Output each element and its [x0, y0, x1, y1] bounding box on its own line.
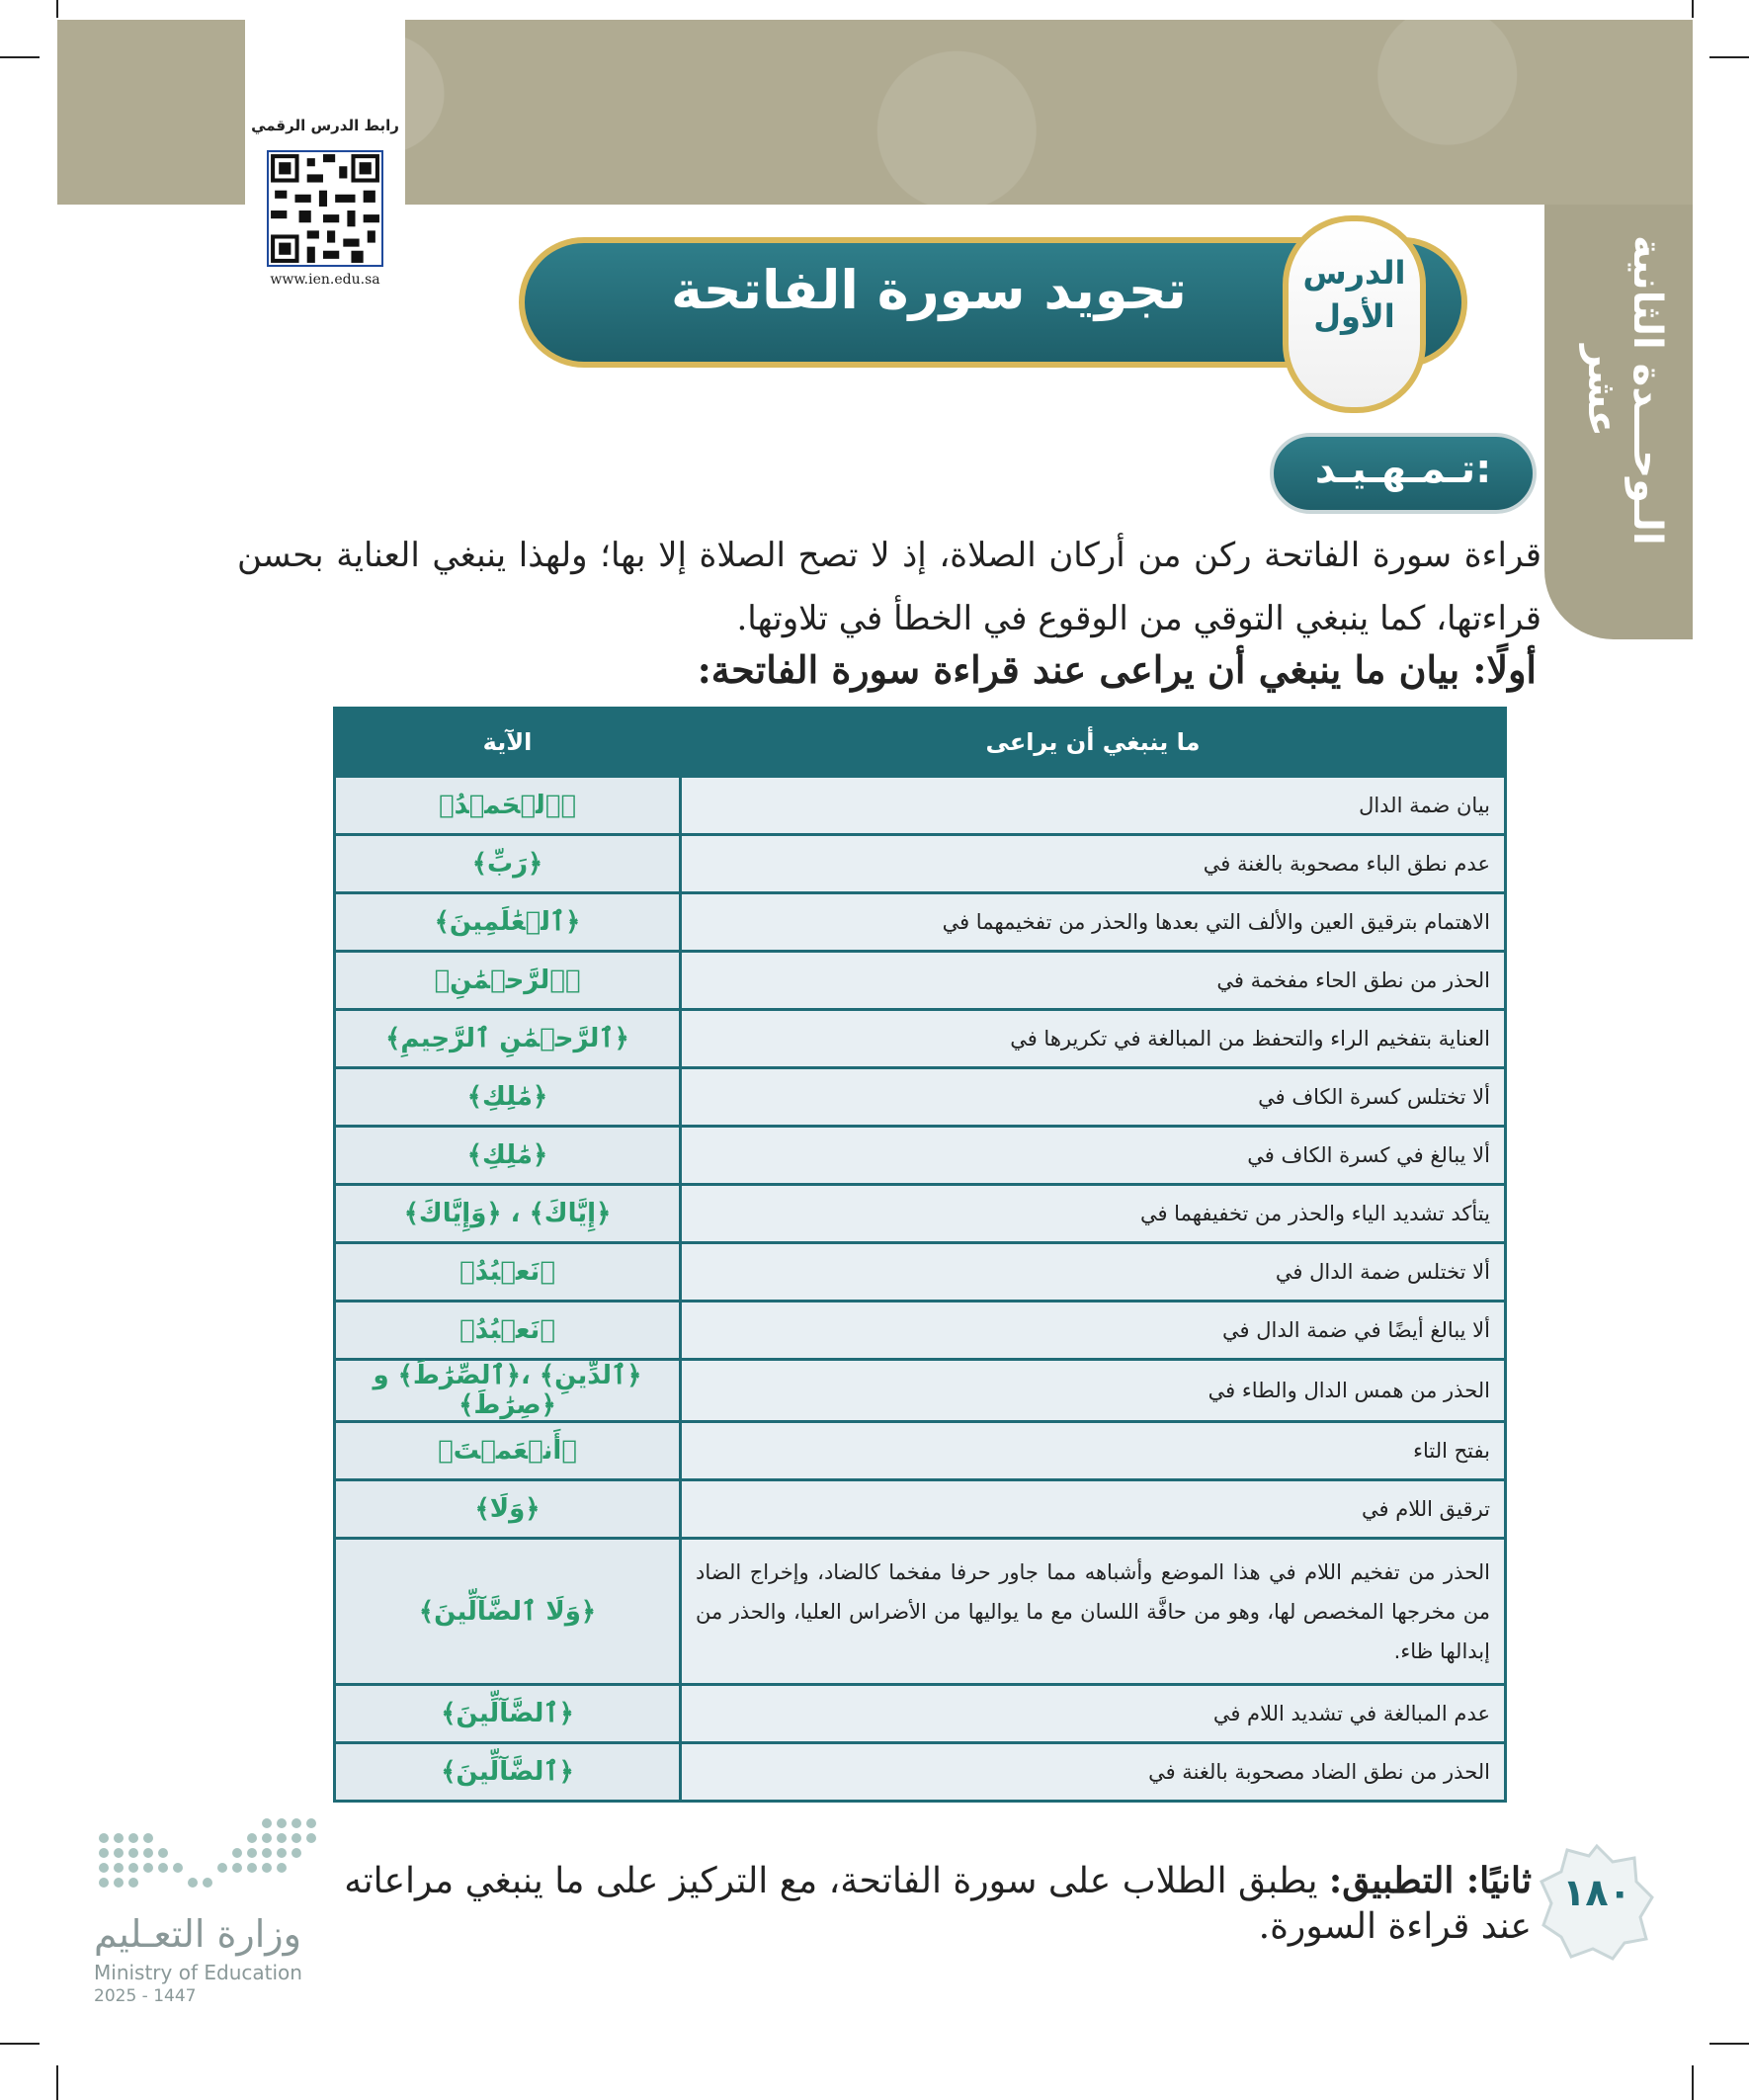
ministry-year: 2025 - 1447: [94, 1986, 197, 2006]
intro-heading: تـمـهـيـد:: [1314, 447, 1492, 492]
intro-heading-pill: [1270, 433, 1537, 514]
verse-cell: ﴿رَبِّ﴾: [335, 835, 681, 893]
rule-cell: ترقيق اللام في: [681, 1480, 1506, 1539]
verse-cell: ﴿ٱلدِّينِ﴾ ،﴿ٱلصِّرَٰطَ﴾ و ﴿صِرَٰطَ﴾: [335, 1360, 681, 1422]
crop-mark: [1709, 56, 1749, 58]
rule-cell: الحذر من تفخيم اللام في هذا الموضع وأشباهه مما جاور حرفا مفخما كالضاد، وإخراج الضاد من مخرجها المخصص لها، وهو من حافَّة اللسان مع ما يواليها من الأضراس العليا، والحذر من إبدالها ظاء.: [681, 1539, 1506, 1685]
verse-cell: ﴿ٱلۡعَٰلَمِينَ﴾: [335, 893, 681, 952]
verse-cell: ﴿أَنۡعَمۡتَ﴾: [335, 1422, 681, 1480]
lesson-badge-line2: الأول: [1313, 297, 1395, 335]
verse-cell: ﴿ٱلضَّآلِّينَ﴾: [335, 1685, 681, 1743]
rules-table-body: [335, 777, 1506, 1802]
rule-cell: بيان ضمة الدال: [681, 777, 1506, 835]
crop-mark: [0, 56, 40, 58]
verse-cell: ﴿نَعۡبُدُ﴾: [335, 1243, 681, 1302]
unit-label: الـوحـــدة الثانية عشر: [1579, 235, 1670, 546]
verse-cell: ﴿نَعۡبُدُ﴾: [335, 1302, 681, 1360]
table-row: [335, 1480, 1506, 1539]
verse-cell: ﴿مَٰلِكِ﴾: [335, 1127, 681, 1185]
qr-panel: [245, 20, 405, 294]
section-two-text: يطبق الطلاب على سورة الفاتحة، مع التركيز على ما ينبغي مراعاته عند قراءة السورة.: [344, 1861, 1532, 1947]
rule-cell: يتأكد تشديد الياء والحذر من تخفيفهما في: [681, 1185, 1506, 1243]
verse-cell: ﴿إِيَّاكَ﴾ ، ﴿وَإِيَّاكَ﴾: [335, 1185, 681, 1243]
intro-paragraph: قراءة سورة الفاتحة ركن من أركان الصلاة، إذ لا تصح الصلاة إلا بها؛ ولهذا ينبغي العناية بحسن قراءتها، كما ينبغي التوقي من الوقوع في الخطأ في تلاوتها.: [237, 536, 1541, 638]
table-row: [335, 1068, 1506, 1127]
table-header-verse: الآية: [335, 709, 681, 777]
crop-mark: [56, 2065, 58, 2100]
rule-cell: عدم المبالغة في تشديد اللام في: [681, 1685, 1506, 1743]
qr-code-icon[interactable]: [267, 150, 383, 267]
qr-url[interactable]: www.ien.edu.sa: [270, 272, 380, 288]
qr-label: رابط الدرس الرقمي: [251, 117, 399, 134]
lesson-badge-text: [1289, 251, 1420, 338]
rule-cell: ألا يبالغ أيضًا في ضمة الدال في: [681, 1302, 1506, 1360]
verse-cell: ﴿ٱلرَّحۡمَٰنِ﴾: [335, 952, 681, 1010]
table-row: [335, 1302, 1506, 1360]
rule-cell: ألا تختلس كسرة الكاف في: [681, 1068, 1506, 1127]
rule-cell: الحذر من نطق الحاء مفخمة في: [681, 952, 1506, 1010]
rule-cell: ألا يبالغ في كسرة الكاف في: [681, 1127, 1506, 1185]
table-row: [335, 1127, 1506, 1185]
rule-cell: الحذر من همس الدال والطاء في: [681, 1360, 1506, 1422]
rule-cell: الحذر من نطق الضاد مصحوبة بالغنة في: [681, 1743, 1506, 1802]
verse-cell: ﴿وَلَا﴾: [335, 1480, 681, 1539]
page-number: ١٨٠: [1562, 1871, 1631, 1914]
table-row: [335, 1010, 1506, 1068]
lesson-badge: [1283, 215, 1426, 413]
verse-cell: ﴿مَٰلِكِ﴾: [335, 1068, 681, 1127]
crop-mark: [1692, 0, 1694, 18]
table-row: [335, 835, 1506, 893]
table-row: [335, 1360, 1506, 1422]
ministry-name-arabic: وزارة التعـليم: [94, 1912, 302, 1956]
verse-cell: ﴿ٱلرَّحۡمَٰنِ ٱلرَّحِيمِ﴾: [335, 1010, 681, 1068]
rule-cell: عدم نطق الباء مصحوبة بالغنة في: [681, 835, 1506, 893]
rule-cell: بفتح التاء: [681, 1422, 1506, 1480]
table-row: [335, 952, 1506, 1010]
table-row: [335, 777, 1506, 835]
lesson-title: تجويد سورة الفاتحة: [671, 259, 1187, 321]
table-row: [335, 1185, 1506, 1243]
table-row: [335, 1422, 1506, 1480]
crop-mark: [0, 2043, 40, 2045]
table-row: [335, 1243, 1506, 1302]
crop-mark: [1709, 2043, 1749, 2045]
table-row: [335, 1685, 1506, 1743]
crop-mark: [56, 0, 58, 18]
verse-cell: ﴿وَلَا ٱلضَّآلِّينَ﴾: [335, 1539, 681, 1685]
ministry-name-english: Ministry of Education: [94, 1961, 302, 1984]
table-row: [335, 1539, 1506, 1685]
lesson-badge-line1: الدرس: [1302, 254, 1406, 292]
crop-mark: [1692, 2065, 1694, 2100]
rule-cell: العناية بتفخيم الراء والتحفظ من المبالغة في تكريرها في: [681, 1010, 1506, 1068]
rule-cell: الاهتمام بترقيق العين والألف التي بعدها والحذر من تفخيمهما في: [681, 893, 1506, 952]
section-two-paragraph: [336, 1858, 1532, 1950]
table-row: [335, 893, 1506, 952]
section-two-label: ثانيًا: التطبيق:: [1328, 1860, 1532, 1901]
verse-cell: ﴿ٱلضَّآلِّينَ﴾: [335, 1743, 681, 1802]
verse-cell: ﴿ٱلۡحَمۡدُ﴾: [335, 777, 681, 835]
section-one-heading: أولًا: بيان ما ينبغي أن يراعى عند قراءة سورة الفاتحة:: [697, 647, 1537, 692]
rules-table: [333, 707, 1507, 1803]
table-header-rule: ما ينبغي أن يراعى: [681, 709, 1506, 777]
table-row: [335, 1743, 1506, 1802]
table-header-row: [335, 709, 1506, 777]
rule-cell: ألا تختلس ضمة الدال في: [681, 1243, 1506, 1302]
